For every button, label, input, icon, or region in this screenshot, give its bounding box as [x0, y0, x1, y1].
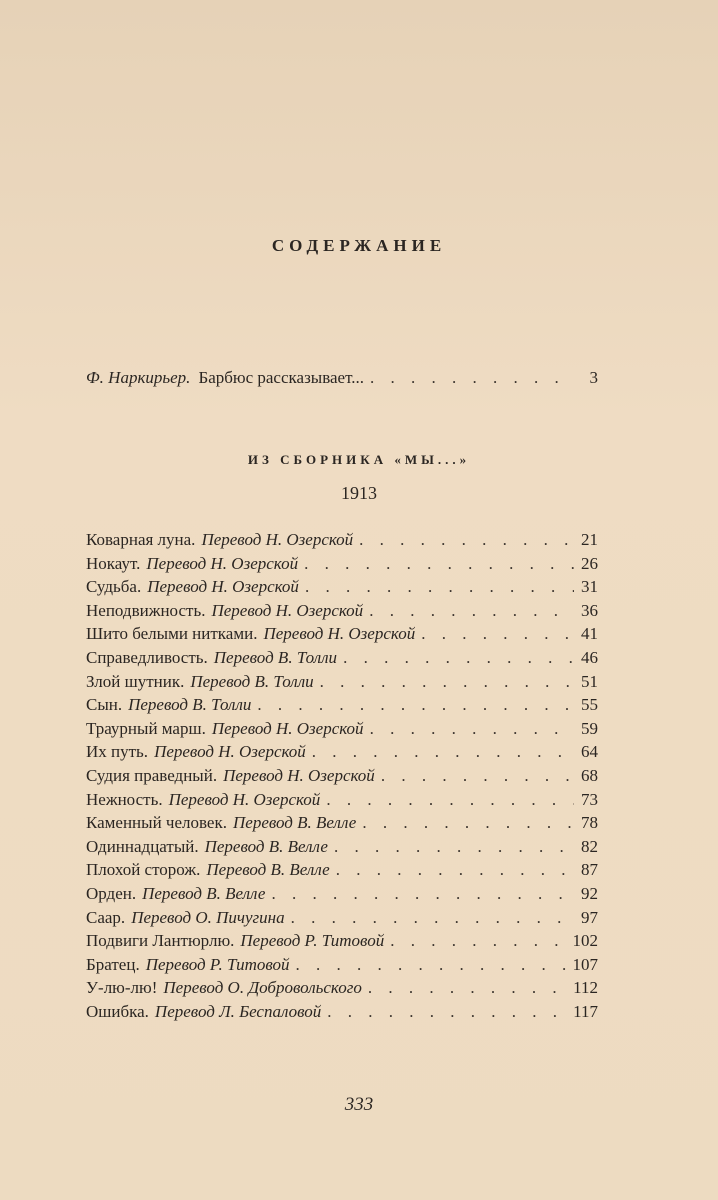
entry-page-number: 87 — [581, 860, 598, 880]
entry-translator: Перевод Н. Озерской — [201, 530, 354, 549]
toc-entry — [86, 646, 598, 670]
entry-page-number: 97 — [581, 907, 598, 927]
entry-page-number: 31 — [581, 577, 598, 597]
leader-dots — [421, 622, 574, 646]
toc-entry — [86, 764, 598, 788]
entry-title: Коварная луна. — [86, 530, 196, 549]
entry-title: Злой шутник. — [86, 671, 185, 691]
leader-dots — [257, 693, 574, 717]
leader-dots — [312, 740, 574, 764]
leader-dots — [336, 858, 574, 882]
toc-entry — [86, 717, 598, 741]
entry-title: Судьба. — [86, 577, 142, 597]
entry-translator: Перевод В. Толли — [128, 695, 252, 715]
entry-page-number: 64 — [581, 742, 598, 762]
entry-page-number: 68 — [581, 765, 598, 785]
entry-page-number: 112 — [573, 978, 598, 998]
intro-title: Барбюс рассказывает... — [198, 368, 365, 387]
entry-page-number: 55 — [581, 695, 598, 715]
leader-dots — [369, 599, 574, 623]
toc-entry — [86, 835, 598, 859]
leader-dots — [304, 552, 574, 576]
leader-dots — [343, 646, 574, 670]
entry-title: У-лю-лю! — [86, 978, 158, 998]
toc-entry — [86, 693, 598, 717]
toc-entry — [86, 882, 598, 906]
toc-entry — [86, 1000, 598, 1024]
contents-heading: СОДЕРЖАНИЕ — [271, 236, 447, 255]
entry-translator: Перевод Н. Озерской — [211, 718, 364, 738]
leader-dots — [381, 764, 574, 788]
section-year: 1913 — [341, 483, 377, 503]
entry-title: Каменный человек. — [86, 813, 227, 833]
entry-translator: Перевод О. Пичугина — [131, 907, 285, 927]
leader-dots — [362, 811, 574, 835]
entry-translator: Перевод Н. Озерской — [147, 577, 299, 597]
leader-dots — [271, 882, 574, 906]
entry-title: Подвиги Лантюрлю. — [86, 931, 235, 951]
entry-page-number: 41 — [581, 624, 598, 644]
toc-list — [86, 528, 598, 1023]
entry-translator: Перевод В. Толли — [190, 671, 314, 691]
toc-entry — [86, 670, 598, 694]
toc-entry — [86, 575, 598, 599]
toc-entry — [86, 953, 598, 977]
entry-title: Ошибка. — [86, 1001, 149, 1021]
entry-page-number: 82 — [581, 836, 598, 856]
page-folio: 333 — [344, 1094, 374, 1115]
entry-page-number: 92 — [581, 883, 598, 903]
entry-translator: Перевод Р. Титовой — [145, 954, 290, 974]
entry-title: Саар. — [86, 907, 126, 927]
toc-entry — [86, 528, 598, 552]
entry-title: Справедливость. — [86, 647, 208, 667]
entry-translator: Перевод Н. Озерской — [168, 789, 321, 809]
section-title: ИЗ СБОРНИКА «МЫ...» — [247, 452, 471, 467]
entry-translator: Перевод Н. Озерской — [146, 553, 299, 573]
leader-dots — [305, 575, 574, 599]
intro-entry — [86, 368, 598, 388]
toc-entry — [86, 929, 598, 953]
entry-page-number: 117 — [573, 1001, 598, 1021]
toc-entry — [86, 858, 598, 882]
entry-page-number: 26 — [581, 553, 598, 573]
entry-title: Одиннадцатый. — [86, 836, 199, 856]
leader-dots — [334, 835, 574, 859]
entry-translator: Перевод Н. Озерской — [223, 765, 375, 785]
toc-entry — [86, 811, 598, 835]
entry-title: Нежность. — [86, 789, 163, 809]
entry-page-number: 102 — [572, 931, 598, 951]
leader-dots — [296, 953, 567, 977]
entry-title: Плохой сторож. — [86, 860, 201, 880]
entry-page-number: 107 — [572, 954, 598, 974]
toc-entry — [86, 906, 598, 930]
leader-dots — [370, 368, 574, 388]
entry-title: Сын. — [86, 695, 123, 715]
entry-title: Траурный марш. — [86, 718, 206, 738]
leader-dots — [320, 670, 574, 694]
entry-translator: Перевод В. Велле — [142, 883, 266, 903]
entry-translator: Перевод Л. Беспаловой — [154, 1001, 322, 1021]
toc-entry — [86, 740, 598, 764]
entry-title: Братец. — [86, 954, 140, 974]
entry-page-number: 51 — [581, 671, 598, 691]
entry-title: Орден. — [86, 883, 137, 903]
entry-title: Неподвижность. — [86, 600, 206, 620]
toc-entry — [86, 788, 598, 812]
leader-dots — [291, 906, 574, 930]
intro-author: Ф. Наркирьер. — [86, 368, 191, 387]
entry-page-number: 36 — [581, 600, 598, 620]
leader-dots — [390, 929, 566, 953]
entry-page-number: 59 — [581, 718, 598, 738]
entry-translator: Перевод Н. Озерской — [154, 742, 306, 762]
leader-dots — [359, 528, 574, 552]
toc-entry — [86, 599, 598, 623]
entry-translator: Перевод В. Велле — [206, 860, 330, 880]
leader-dots — [368, 976, 567, 1000]
entry-title: Их путь. — [86, 742, 149, 762]
entry-translator: Перевод В. Велле — [204, 836, 328, 856]
entry-translator: Перевод Н. Озерской — [211, 600, 364, 620]
toc-entry — [86, 552, 598, 576]
leader-dots — [327, 1000, 567, 1024]
entry-title: Судия праведный. — [86, 765, 218, 785]
toc-entry — [86, 622, 598, 646]
entry-translator: Перевод В. Велле — [233, 813, 357, 833]
entry-translator: Перевод Р. Титовой — [240, 931, 385, 951]
entry-translator: Перевод В. Толли — [213, 647, 338, 667]
entry-title: Нокаут. — [86, 553, 141, 573]
intro-page-number: 3 — [589, 368, 598, 387]
entry-translator: Перевод О. Добровольского — [163, 978, 362, 998]
entry-title: Шито белыми нитками. — [86, 624, 258, 644]
entry-page-number: 73 — [581, 789, 598, 809]
entry-page-number: 46 — [581, 647, 598, 667]
leader-dots — [370, 717, 574, 741]
toc-entry — [86, 976, 598, 1000]
entry-translator: Перевод Н. Озерской — [263, 624, 416, 644]
entry-page-number: 78 — [581, 813, 598, 833]
entry-page-number: 21 — [581, 530, 598, 549]
leader-dots — [326, 788, 574, 812]
